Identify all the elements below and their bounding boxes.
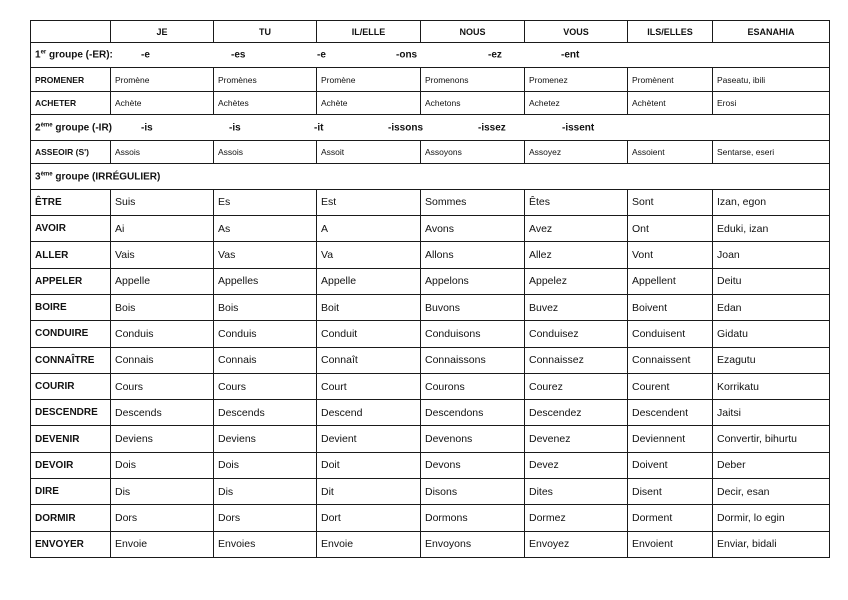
- group-ending: -issons: [388, 122, 424, 134]
- meaning-cell: Erosi: [713, 91, 830, 114]
- verb-cell: ACHETER: [31, 91, 111, 114]
- form-cell: Promenons: [421, 68, 525, 91]
- group-ending: -es: [231, 49, 246, 61]
- form-cell: Deviens: [111, 426, 214, 452]
- form-cell: Appelons: [421, 268, 525, 294]
- form-cell: Descendent: [628, 400, 713, 426]
- form-cell: Promène: [111, 68, 214, 91]
- table-row: [31, 140, 830, 163]
- form-cell: Envoyez: [525, 531, 628, 557]
- table-row: [31, 189, 830, 215]
- meaning-cell: Joan: [713, 242, 830, 268]
- table-row: [31, 216, 830, 242]
- form-cell: Dormez: [525, 505, 628, 531]
- group-ending: -it: [314, 122, 324, 134]
- table-row: [31, 400, 830, 426]
- verb-cell: ENVOYER: [31, 531, 111, 557]
- form-cell: Vont: [628, 242, 713, 268]
- form-cell: Descend: [317, 400, 421, 426]
- form-cell: Boit: [317, 294, 421, 320]
- verb-cell: PROMENER: [31, 68, 111, 91]
- group-title: 1er groupe (-ER):: [35, 49, 113, 61]
- verb-cell: DEVENIR: [31, 426, 111, 452]
- form-cell: Dois: [111, 452, 214, 478]
- form-cell: Promène: [317, 68, 421, 91]
- form-cell: Courent: [628, 373, 713, 399]
- form-cell: Conduis: [111, 321, 214, 347]
- table-row: [31, 68, 830, 91]
- group-title: 2ème groupe (-IR): [35, 121, 113, 134]
- form-cell: Assoyez: [525, 140, 628, 163]
- verb-cell: CONDUIRE: [31, 321, 111, 347]
- form-cell: Buvez: [525, 294, 628, 320]
- form-cell: Va: [317, 242, 421, 268]
- header-row: [31, 21, 830, 43]
- header-cell: IL/ELLE: [317, 21, 421, 43]
- form-cell: Assois: [214, 140, 317, 163]
- form-cell: Vais: [111, 242, 214, 268]
- meaning-cell: Jaitsi: [713, 400, 830, 426]
- verb-cell: ALLER: [31, 242, 111, 268]
- verb-cell: DESCENDRE: [31, 400, 111, 426]
- form-cell: As: [214, 216, 317, 242]
- form-cell: Connaissons: [421, 347, 525, 373]
- meaning-cell: Eduki, izan: [713, 216, 830, 242]
- header-cell: TU: [214, 21, 317, 43]
- table-row: [31, 242, 830, 268]
- table-row: [31, 294, 830, 320]
- group-row-1: [31, 43, 830, 68]
- form-cell: Bois: [111, 294, 214, 320]
- group-ending: -e: [141, 49, 150, 61]
- verb-cell: ÊTRE: [31, 189, 111, 215]
- form-cell: Doivent: [628, 452, 713, 478]
- table-row: [31, 426, 830, 452]
- form-cell: Sommes: [421, 189, 525, 215]
- form-cell: Appelles: [214, 268, 317, 294]
- group-ending: -e: [317, 49, 326, 61]
- form-cell: Devenez: [525, 426, 628, 452]
- form-cell: Appelle: [111, 268, 214, 294]
- verb-cell: DIRE: [31, 479, 111, 505]
- form-cell: Avez: [525, 216, 628, 242]
- meaning-cell: Gidatu: [713, 321, 830, 347]
- form-cell: Courez: [525, 373, 628, 399]
- form-cell: Deviens: [214, 426, 317, 452]
- form-cell: Promènes: [214, 68, 317, 91]
- form-cell: Connaît: [317, 347, 421, 373]
- header-cell: JE: [111, 21, 214, 43]
- form-cell: Conduit: [317, 321, 421, 347]
- form-cell: Devient: [317, 426, 421, 452]
- verb-cell: DORMIR: [31, 505, 111, 531]
- table-row: [31, 373, 830, 399]
- table-row: [31, 91, 830, 114]
- table-row: [31, 479, 830, 505]
- form-cell: Es: [214, 189, 317, 215]
- form-cell: Dorment: [628, 505, 713, 531]
- meaning-cell: Decir, esan: [713, 479, 830, 505]
- meaning-cell: Convertir, bihurtu: [713, 426, 830, 452]
- meaning-cell: Sentarse, eseri: [713, 140, 830, 163]
- form-cell: Dis: [111, 479, 214, 505]
- form-cell: Devez: [525, 452, 628, 478]
- form-cell: Envoie: [111, 531, 214, 557]
- group-ending: -issez: [478, 122, 506, 134]
- form-cell: Sont: [628, 189, 713, 215]
- form-cell: Buvons: [421, 294, 525, 320]
- form-cell: Ont: [628, 216, 713, 242]
- conjugation-table: [30, 20, 830, 558]
- meaning-cell: Ezagutu: [713, 347, 830, 373]
- form-cell: Dors: [214, 505, 317, 531]
- table-row: [31, 268, 830, 294]
- meaning-cell: Enviar, bidali: [713, 531, 830, 557]
- form-cell: Allez: [525, 242, 628, 268]
- form-cell: Achète: [111, 91, 214, 114]
- verb-cell: BOIRE: [31, 294, 111, 320]
- meaning-cell: Paseatu, ibili: [713, 68, 830, 91]
- table-row: [31, 452, 830, 478]
- form-cell: Achètes: [214, 91, 317, 114]
- verb-cell: ASSEOIR (S'): [31, 140, 111, 163]
- group-title: 3ème groupe (IRRÉGULIER): [35, 170, 161, 183]
- form-cell: Êtes: [525, 189, 628, 215]
- form-cell: Deviennent: [628, 426, 713, 452]
- form-cell: Envoies: [214, 531, 317, 557]
- form-cell: Achète: [317, 91, 421, 114]
- form-cell: Promènent: [628, 68, 713, 91]
- meaning-cell: Edan: [713, 294, 830, 320]
- form-cell: Descendez: [525, 400, 628, 426]
- form-cell: Assoit: [317, 140, 421, 163]
- form-cell: Dites: [525, 479, 628, 505]
- group-ending: -issent: [562, 122, 595, 134]
- verb-cell: COURIR: [31, 373, 111, 399]
- form-cell: Conduisent: [628, 321, 713, 347]
- verb-cell: AVOIR: [31, 216, 111, 242]
- form-cell: Allons: [421, 242, 525, 268]
- form-cell: Connais: [214, 347, 317, 373]
- group-row-3: [31, 164, 830, 190]
- form-cell: Connaissez: [525, 347, 628, 373]
- form-cell: Courons: [421, 373, 525, 399]
- form-cell: Achetons: [421, 91, 525, 114]
- form-cell: Court: [317, 373, 421, 399]
- form-cell: Suis: [111, 189, 214, 215]
- table-row: [31, 321, 830, 347]
- group-ending: -ent: [561, 49, 580, 61]
- header-cell: ESANAHIA: [713, 21, 830, 43]
- meaning-cell: Deber: [713, 452, 830, 478]
- meaning-cell: Dormir, lo egin: [713, 505, 830, 531]
- form-cell: Dormons: [421, 505, 525, 531]
- group-row-2: [31, 115, 830, 140]
- form-cell: Assois: [111, 140, 214, 163]
- form-cell: Conduisez: [525, 321, 628, 347]
- header-cell: VOUS: [525, 21, 628, 43]
- form-cell: Dit: [317, 479, 421, 505]
- group-ending: -is: [229, 122, 241, 134]
- form-cell: Dort: [317, 505, 421, 531]
- form-cell: Envoyons: [421, 531, 525, 557]
- meaning-cell: Deitu: [713, 268, 830, 294]
- form-cell: Descends: [111, 400, 214, 426]
- header-cell: NOUS: [421, 21, 525, 43]
- form-cell: Vas: [214, 242, 317, 268]
- form-cell: Promenez: [525, 68, 628, 91]
- form-cell: Conduis: [214, 321, 317, 347]
- form-cell: Disent: [628, 479, 713, 505]
- group-ending: -ons: [396, 49, 418, 61]
- group-ending: -ez: [488, 49, 502, 61]
- verb-cell: APPELER: [31, 268, 111, 294]
- form-cell: Achetez: [525, 91, 628, 114]
- form-cell: Est: [317, 189, 421, 215]
- form-cell: Appellent: [628, 268, 713, 294]
- form-cell: Dis: [214, 479, 317, 505]
- form-cell: Devenons: [421, 426, 525, 452]
- form-cell: Assoient: [628, 140, 713, 163]
- table-row: [31, 347, 830, 373]
- form-cell: Appelle: [317, 268, 421, 294]
- form-cell: Devons: [421, 452, 525, 478]
- table-row: [31, 531, 830, 557]
- form-cell: Envoient: [628, 531, 713, 557]
- form-cell: Bois: [214, 294, 317, 320]
- form-cell: Doit: [317, 452, 421, 478]
- meaning-cell: Korrikatu: [713, 373, 830, 399]
- form-cell: Appelez: [525, 268, 628, 294]
- form-cell: Connaissent: [628, 347, 713, 373]
- form-cell: Assoyons: [421, 140, 525, 163]
- form-cell: Conduisons: [421, 321, 525, 347]
- form-cell: Cours: [111, 373, 214, 399]
- form-cell: Ai: [111, 216, 214, 242]
- form-cell: Disons: [421, 479, 525, 505]
- form-cell: Descends: [214, 400, 317, 426]
- verb-cell: CONNAÎTRE: [31, 347, 111, 373]
- meaning-cell: Izan, egon: [713, 189, 830, 215]
- form-cell: A: [317, 216, 421, 242]
- table-row: [31, 505, 830, 531]
- form-cell: Envoie: [317, 531, 421, 557]
- form-cell: Achètent: [628, 91, 713, 114]
- form-cell: Connais: [111, 347, 214, 373]
- form-cell: Boivent: [628, 294, 713, 320]
- form-cell: Descendons: [421, 400, 525, 426]
- form-cell: Dois: [214, 452, 317, 478]
- header-cell: ILS/ELLES: [628, 21, 713, 43]
- header-cell: [31, 21, 111, 43]
- form-cell: Dors: [111, 505, 214, 531]
- group-ending: -is: [141, 122, 153, 134]
- verb-cell: DEVOIR: [31, 452, 111, 478]
- form-cell: Avons: [421, 216, 525, 242]
- form-cell: Cours: [214, 373, 317, 399]
